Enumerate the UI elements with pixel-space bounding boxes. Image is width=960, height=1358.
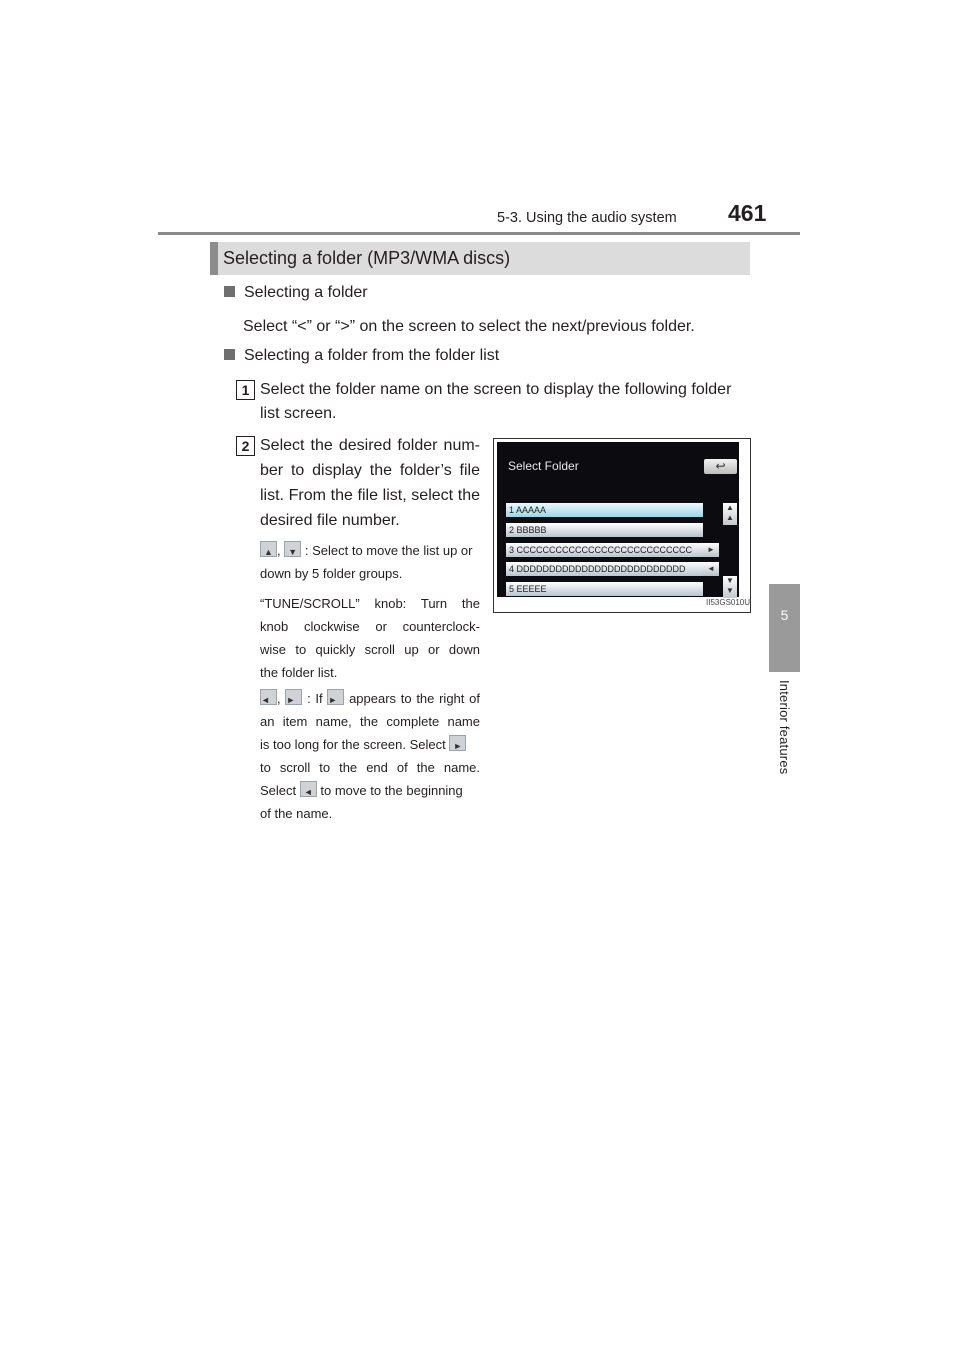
scroll-right-icon: ► — [285, 689, 302, 705]
section-bar-accent — [210, 242, 218, 275]
scroll-down-icon[interactable]: ▼ ▼ — [723, 576, 737, 598]
note-text: to move to the beginning — [320, 783, 463, 798]
section-title: Selecting a folder (MP3/WMA discs) — [223, 248, 511, 268]
screen-title: Select Folder — [508, 459, 579, 473]
note-tune-scroll — [260, 592, 480, 684]
folder-row[interactable]: 1 AAAAA — [506, 503, 703, 517]
note-text: knob clockwise or counterclock- — [260, 619, 480, 634]
scroll-left-icon: ◄ — [300, 781, 317, 797]
subheading-text: Selecting a folder — [244, 284, 368, 301]
note-text: down by 5 folder groups. — [260, 566, 403, 581]
header-section-title: 5-3. Using the audio system — [497, 210, 677, 226]
step-2-line: ber to display the folder’s file — [260, 462, 480, 479]
chapter-number: 5 — [780, 607, 789, 623]
scroll-right-icon[interactable]: ► — [703, 543, 719, 557]
note-text: Select — [260, 783, 297, 798]
paragraph-select-next-prev: Select “<” or “>” on the screen to select the next/previous folder. — [243, 318, 695, 335]
note-scroll-buttons: ▲ , ▼ : Select to move the list up or down by 5 folder groups. — [260, 539, 480, 585]
return-arrow-icon[interactable]: ↩ — [704, 459, 737, 474]
note-text: the folder list. — [260, 665, 338, 680]
note-text: an item name, the complete name — [260, 714, 480, 729]
bullet-square-icon — [224, 286, 235, 297]
note-text: “TUNE/SCROLL” knob: Turn the — [260, 596, 480, 611]
note-long-name: ◄ , ► : If ► appears to the right of an item name, the complete name is too long for the screen. Select ► to scroll to the end of the name. Select ◄ to move to the beginning of the name. — [260, 687, 480, 825]
note-text: : Select to move the list up or — [304, 543, 473, 558]
step-1-line-2: list screen. — [260, 405, 337, 422]
scroll-up-icon[interactable]: ▲ ▲ — [723, 503, 737, 525]
folder-row[interactable]: 3 CCCCCCCCCCCCCCCCCCCCCCCCCCC — [506, 543, 703, 557]
note-text: : If — [307, 691, 323, 706]
subheading-selecting-folder — [224, 284, 368, 302]
subheading-text: Selecting a folder from the folder list — [244, 347, 500, 364]
note-text: appears to the right of — [349, 691, 480, 706]
folder-row[interactable]: 2 BBBBB — [506, 523, 703, 537]
note-text: wise to quickly scroll up or down — [260, 642, 480, 657]
subheading-folder-list — [224, 347, 499, 365]
chapter-tab — [769, 584, 800, 672]
folder-row[interactable]: 5 EEEEE — [506, 582, 703, 596]
scroll-left-icon: ◄ — [260, 689, 277, 705]
folder-row[interactable]: 4 DDDDDDDDDDDDDDDDDDDDDDDDDD — [506, 562, 703, 576]
step-2-line: list. From the file list, select the — [260, 487, 480, 504]
bullet-square-icon — [224, 349, 235, 360]
header-rule — [158, 232, 800, 235]
note-text: is too long for the screen. Select — [260, 737, 446, 752]
scroll-down-icon: ▼ — [284, 541, 301, 557]
step-2-line: Select the desired folder num- — [260, 437, 480, 454]
scroll-left-icon[interactable]: ◄ — [703, 562, 719, 576]
page-number: 461 — [728, 200, 767, 226]
step-2-line: desired file number. — [260, 512, 400, 529]
scroll-up-icon: ▲ — [260, 541, 277, 557]
note-text: to scroll to the end of the name. — [260, 760, 480, 775]
scroll-right-icon: ► — [327, 689, 344, 705]
chapter-title: Interior features — [777, 680, 792, 775]
step-number-1: 1 — [236, 380, 255, 400]
step-2-text — [260, 433, 480, 533]
scroll-right-icon: ► — [449, 735, 466, 751]
note-text: of the name. — [260, 806, 333, 821]
step-number-2: 2 — [236, 436, 255, 456]
step-1-line-1: Select the folder name on the screen to display the following folder — [260, 381, 732, 398]
image-code: II53GS010U — [706, 598, 751, 607]
